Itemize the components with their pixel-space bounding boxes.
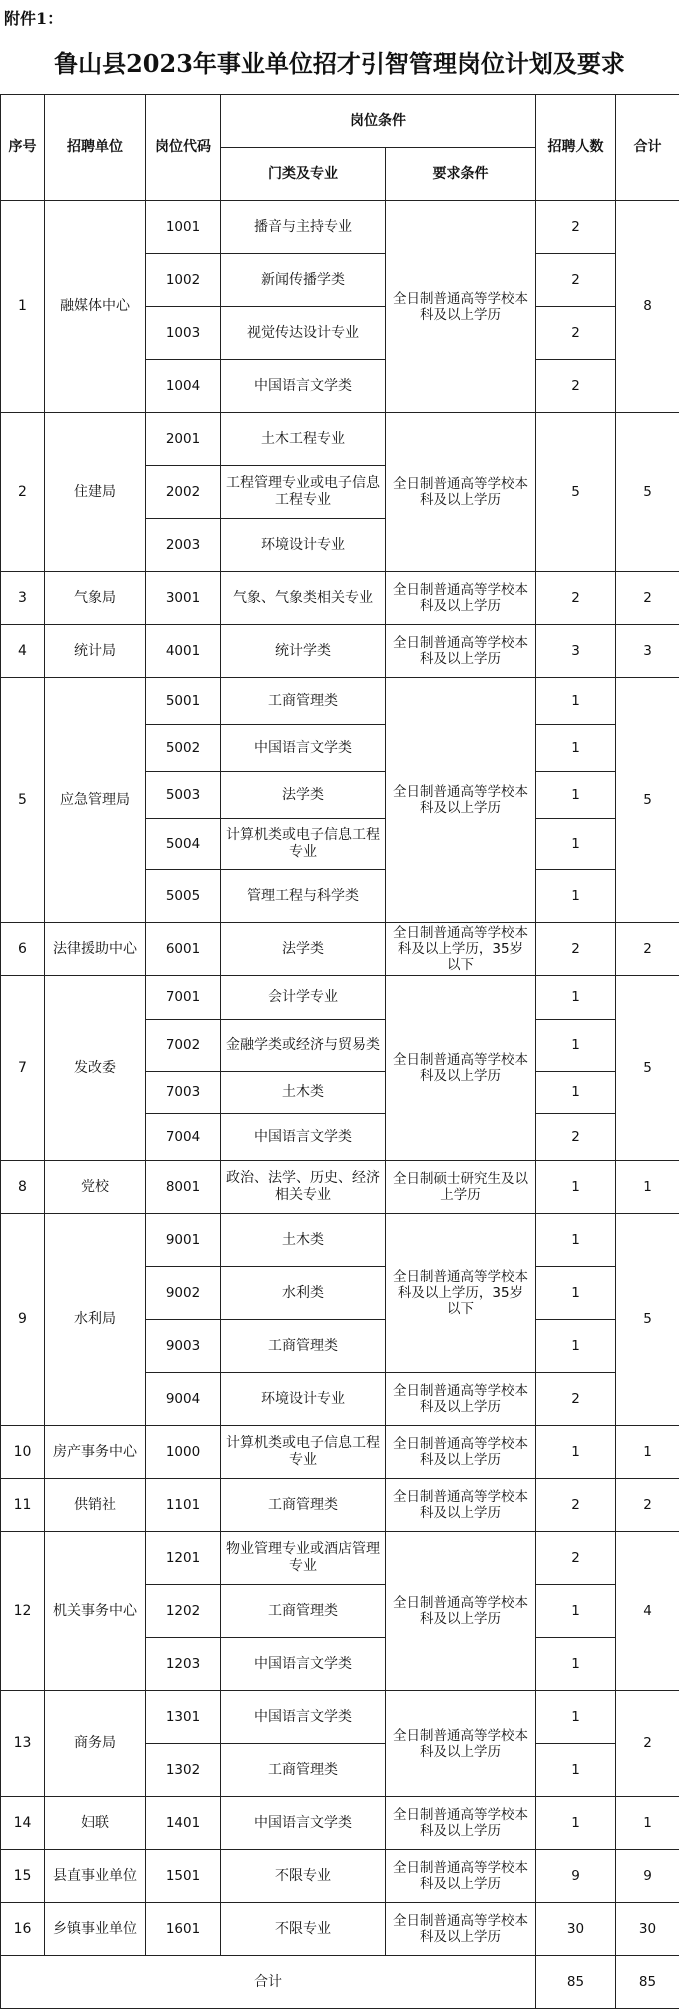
table-cell-count: 1: [536, 1072, 616, 1114]
table-cell-unit: 乡镇事业单位: [45, 1903, 146, 1956]
table-cell-count: 1: [536, 1214, 616, 1267]
header-seq: 序号: [1, 95, 45, 201]
table-cell-seq: 4: [1, 625, 45, 678]
table-cell-count: 1: [536, 976, 616, 1020]
table-cell-count: 1: [536, 1161, 616, 1214]
table-cell-count: 1: [536, 772, 616, 819]
table-cell-seq: 7: [1, 976, 45, 1161]
table-cell-code: 5002: [146, 725, 221, 772]
table-cell-requirement: 全日制普通高等学校本科及以上学历: [386, 201, 536, 413]
table-cell-seq: 3: [1, 572, 45, 625]
table-cell-unit: 水利局: [45, 1214, 146, 1426]
table-cell-major: 视觉传达设计专业: [221, 307, 386, 360]
table-cell-seq: 10: [1, 1426, 45, 1479]
table-cell-count: 2: [536, 201, 616, 254]
table-cell-major: 土木工程专业: [221, 413, 386, 466]
table-cell-major: 政治、法学、历史、经济相关专业: [221, 1161, 386, 1214]
table-cell-requirement: 全日制普通高等学校本科及以上学历: [386, 1479, 536, 1532]
footer-total-label: 合计: [1, 1956, 536, 2009]
table-cell-count: 1: [536, 1691, 616, 1744]
table-cell-code: 1203: [146, 1638, 221, 1691]
table-cell-count: 5: [536, 413, 616, 572]
table-cell-code: 1003: [146, 307, 221, 360]
table-cell-code: 1302: [146, 1744, 221, 1797]
header-major: 门类及专业: [221, 148, 386, 201]
table-cell-unit: 房产事务中心: [45, 1426, 146, 1479]
table-cell-code: 1301: [146, 1691, 221, 1744]
table-cell-code: 6001: [146, 923, 221, 976]
header-requirement: 要求条件: [386, 148, 536, 201]
table-cell-total: 1: [616, 1426, 679, 1479]
table-cell-major: 新闻传播学类: [221, 254, 386, 307]
table-cell-code: 9003: [146, 1320, 221, 1373]
table-cell-count: 1: [536, 1797, 616, 1850]
table-cell-seq: 15: [1, 1850, 45, 1903]
table-cell-total: 1: [616, 1797, 679, 1850]
table-cell-requirement: 全日制普通高等学校本科及以上学历: [386, 413, 536, 572]
table-cell-requirement: 全日制普通高等学校本科及以上学历，35岁以下: [386, 923, 536, 976]
table-cell-count: 1: [536, 870, 616, 923]
table-cell-seq: 9: [1, 1214, 45, 1426]
table-cell-unit: 法律援助中心: [45, 923, 146, 976]
page-title: 鲁山县2023年事业单位招才引智管理岗位计划及要求: [54, 49, 625, 78]
table-cell-count: 1: [536, 1744, 616, 1797]
table-cell-major: 法学类: [221, 923, 386, 976]
table-cell-code: 1401: [146, 1797, 221, 1850]
table-cell-major: 计算机类或电子信息工程专业: [221, 819, 386, 870]
table-cell-count: 1: [536, 1020, 616, 1072]
table-cell-unit: 发改委: [45, 976, 146, 1161]
table-cell-code: 2002: [146, 466, 221, 519]
table-cell-seq: 1: [1, 201, 45, 413]
table-cell-total: 2: [616, 923, 679, 976]
table-cell-seq: 8: [1, 1161, 45, 1214]
table-cell-total: 3: [616, 625, 679, 678]
table-cell-seq: 12: [1, 1532, 45, 1691]
table-cell-major: 中国语言文学类: [221, 360, 386, 413]
table-cell-requirement: 全日制普通高等学校本科及以上学历: [386, 1373, 536, 1426]
table-cell-count: 2: [536, 1479, 616, 1532]
table-cell-major: 不限专业: [221, 1850, 386, 1903]
table-cell-code: 1101: [146, 1479, 221, 1532]
table-cell-code: 7002: [146, 1020, 221, 1072]
table-cell-code: 9002: [146, 1267, 221, 1320]
table-cell-total: 5: [616, 678, 679, 923]
table-cell-unit: 商务局: [45, 1691, 146, 1797]
table-cell-code: 1000: [146, 1426, 221, 1479]
table-cell-total: 30: [616, 1903, 679, 1956]
table-cell-requirement: 全日制普通高等学校本科及以上学历: [386, 1797, 536, 1850]
table-cell-seq: 16: [1, 1903, 45, 1956]
table-cell-code: 9004: [146, 1373, 221, 1426]
attachment-label: 附件1：: [4, 9, 64, 28]
table-cell-count: 2: [536, 1114, 616, 1161]
table-cell-code: 1501: [146, 1850, 221, 1903]
table-cell-count: 3: [536, 625, 616, 678]
table-cell-seq: 11: [1, 1479, 45, 1532]
table-cell-requirement: 全日制普通高等学校本科及以上学历: [386, 1850, 536, 1903]
table-cell-total: 2: [616, 1691, 679, 1797]
table-cell-unit: 统计局: [45, 625, 146, 678]
table-cell-major: 工商管理类: [221, 1320, 386, 1373]
header-code: 岗位代码: [146, 95, 221, 201]
table-cell-major: 环境设计专业: [221, 519, 386, 572]
table-cell-major: 工商管理类: [221, 1585, 386, 1638]
table-cell-code: 5003: [146, 772, 221, 819]
table-cell-code: 1001: [146, 201, 221, 254]
table-cell-count: 1: [536, 1638, 616, 1691]
table-cell-requirement: 全日制普通高等学校本科及以上学历: [386, 1903, 536, 1956]
table-cell-total: 2: [616, 1479, 679, 1532]
table-cell-code: 1004: [146, 360, 221, 413]
table-cell-count: 1: [536, 678, 616, 725]
table-cell-code: 1601: [146, 1903, 221, 1956]
recruitment-table: [0, 94, 679, 2009]
table-cell-code: 8001: [146, 1161, 221, 1214]
table-cell-total: 5: [616, 1214, 679, 1426]
table-cell-code: 5005: [146, 870, 221, 923]
table-cell-code: 5001: [146, 678, 221, 725]
table-cell-count: 2: [536, 1532, 616, 1585]
table-cell-major: 气象、气象类相关专业: [221, 572, 386, 625]
table-cell-total: 8: [616, 201, 679, 413]
table-cell-total: 9: [616, 1850, 679, 1903]
table-cell-major: 土木类: [221, 1072, 386, 1114]
table-cell-requirement: 全日制普通高等学校本科及以上学历: [386, 976, 536, 1161]
table-cell-major: 金融学类或经济与贸易类: [221, 1020, 386, 1072]
table-cell-major: 水利类: [221, 1267, 386, 1320]
table-cell-unit: 气象局: [45, 572, 146, 625]
table-cell-requirement: 全日制普通高等学校本科及以上学历: [386, 678, 536, 923]
table-cell-unit: 县直事业单位: [45, 1850, 146, 1903]
table-cell-count: 2: [536, 254, 616, 307]
footer-total: 85: [616, 1956, 679, 2009]
table-cell-code: 1201: [146, 1532, 221, 1585]
table-cell-major: 工商管理类: [221, 1479, 386, 1532]
table-cell-requirement: 全日制硕士研究生及以上学历: [386, 1161, 536, 1214]
table-cell-code: 7003: [146, 1072, 221, 1114]
table-cell-seq: 5: [1, 678, 45, 923]
table-cell-code: 7004: [146, 1114, 221, 1161]
table-cell-count: 2: [536, 1373, 616, 1426]
table-cell-major: 工程管理专业或电子信息工程专业: [221, 466, 386, 519]
table-cell-count: 1: [536, 1267, 616, 1320]
table-cell-total: 4: [616, 1532, 679, 1691]
header-count: 招聘人数: [536, 95, 616, 201]
table-cell-unit: 应急管理局: [45, 678, 146, 923]
table-cell-count: 1: [536, 1585, 616, 1638]
table-cell-major: 管理工程与科学类: [221, 870, 386, 923]
table-cell-total: 5: [616, 976, 679, 1161]
table-cell-major: 环境设计专业: [221, 1373, 386, 1426]
table-cell-major: 物业管理专业或酒店管理专业: [221, 1532, 386, 1585]
table-cell-code: 4001: [146, 625, 221, 678]
table-cell-major: 中国语言文学类: [221, 725, 386, 772]
table-cell-major: 中国语言文学类: [221, 1691, 386, 1744]
table-cell-requirement: 全日制普通高等学校本科及以上学历: [386, 625, 536, 678]
table-cell-code: 5004: [146, 819, 221, 870]
table-cell-count: 30: [536, 1903, 616, 1956]
table-cell-unit: 党校: [45, 1161, 146, 1214]
table-cell-major: 工商管理类: [221, 678, 386, 725]
table-cell-unit: 供销社: [45, 1479, 146, 1532]
table-cell-requirement: 全日制普通高等学校本科及以上学历: [386, 572, 536, 625]
table-cell-code: 2003: [146, 519, 221, 572]
table-cell-code: 1002: [146, 254, 221, 307]
table-cell-code: 7001: [146, 976, 221, 1020]
table-cell-major: 中国语言文学类: [221, 1114, 386, 1161]
table-cell-major: 统计学类: [221, 625, 386, 678]
table-cell-count: 2: [536, 923, 616, 976]
table-cell-major: 法学类: [221, 772, 386, 819]
table-cell-unit: 机关事务中心: [45, 1532, 146, 1691]
table-cell-code: 2001: [146, 413, 221, 466]
table-cell-requirement: 全日制普通高等学校本科及以上学历: [386, 1691, 536, 1797]
table-cell-count: 2: [536, 572, 616, 625]
table-cell-seq: 2: [1, 413, 45, 572]
table-cell-count: 1: [536, 1320, 616, 1373]
table-cell-major: 播音与主持专业: [221, 201, 386, 254]
table-cell-count: 9: [536, 1850, 616, 1903]
table-cell-code: 3001: [146, 572, 221, 625]
table-cell-major: 会计学专业: [221, 976, 386, 1020]
table-cell-count: 2: [536, 360, 616, 413]
table-cell-code: 9001: [146, 1214, 221, 1267]
table-cell-unit: 妇联: [45, 1797, 146, 1850]
table-cell-requirement: 全日制普通高等学校本科及以上学历: [386, 1532, 536, 1691]
table-cell-count: 2: [536, 307, 616, 360]
table-cell-code: 1202: [146, 1585, 221, 1638]
table-cell-major: 计算机类或电子信息工程专业: [221, 1426, 386, 1479]
table-cell-total: 2: [616, 572, 679, 625]
footer-count: 85: [536, 1956, 616, 2009]
table-cell-major: 中国语言文学类: [221, 1797, 386, 1850]
table-cell-total: 5: [616, 413, 679, 572]
table-cell-seq: 13: [1, 1691, 45, 1797]
header-conditions: 岗位条件: [221, 95, 536, 148]
table-cell-seq: 6: [1, 923, 45, 976]
table-cell-count: 1: [536, 725, 616, 772]
table-cell-unit: 住建局: [45, 413, 146, 572]
table-cell-count: 1: [536, 819, 616, 870]
header-unit: 招聘单位: [45, 95, 146, 201]
table-cell-seq: 14: [1, 1797, 45, 1850]
table-cell-requirement: 全日制普通高等学校本科及以上学历，35岁以下: [386, 1214, 536, 1373]
table-cell-requirement: 全日制普通高等学校本科及以上学历: [386, 1426, 536, 1479]
table-cell-major: 工商管理类: [221, 1744, 386, 1797]
table-cell-major: 中国语言文学类: [221, 1638, 386, 1691]
header-total: 合计: [616, 95, 679, 201]
table-cell-unit: 融媒体中心: [45, 201, 146, 413]
table-cell-count: 1: [536, 1426, 616, 1479]
table-cell-total: 1: [616, 1161, 679, 1214]
table-cell-major: 不限专业: [221, 1903, 386, 1956]
table-cell-major: 土木类: [221, 1214, 386, 1267]
